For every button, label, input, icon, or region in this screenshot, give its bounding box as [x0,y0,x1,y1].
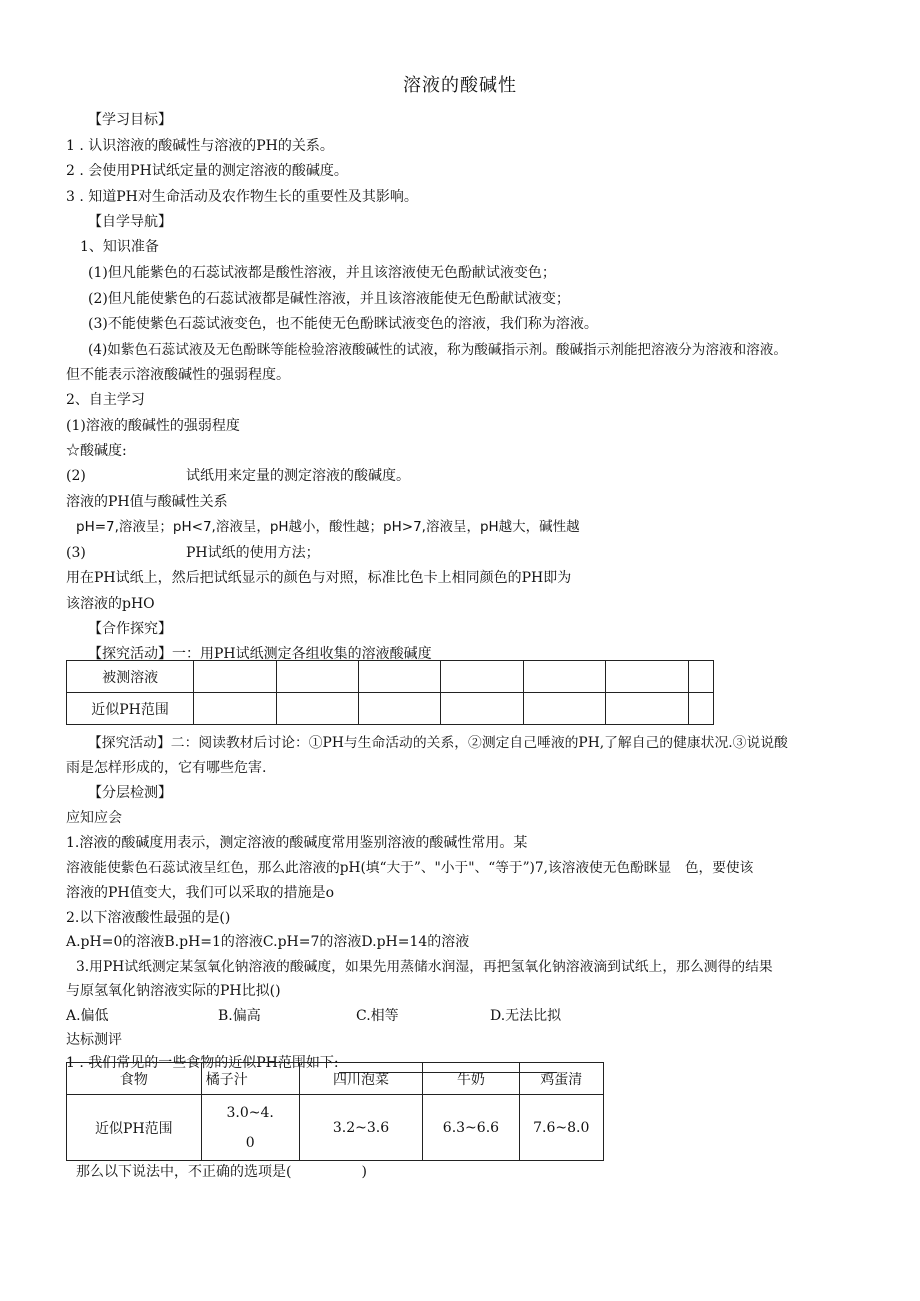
prep-item-3: (3)不能使紫色石蕊试液变色，也不能使无色酚眯试液变色的溶液，我们称为溶液。 [88,316,598,332]
ph-paper-usage: 用在PH试纸上，然后把试纸显示的颜色与对照，标准比色卡上相同颜色的PH即为 [66,570,572,586]
study-item-1: (1)溶液的酸碱性的强弱程度 [66,418,240,434]
table-cell [194,693,276,725]
table-cell-line: 3.0~4. [226,1104,274,1121]
table-cell [358,661,440,693]
study-item-3-num: (3) [66,545,86,561]
section-heading-objectives: 【学习目标】 [88,112,172,128]
assessment-heading: 达标测评 [66,1032,122,1048]
table-cell [441,661,523,693]
question-1-cont-2: 溶液的PH值变大，我们可以采取的措施是o [66,885,335,901]
table-header: 橘子汁 [201,1063,299,1095]
question-2: 2.以下溶液酸性最强的是() [66,910,231,926]
question-3-option-c: C.相等 [356,1008,399,1024]
table-row-label: 近似PH范围 [67,693,194,725]
ph-paper-usage-cont: 该溶液的pHO [66,596,155,612]
table-cell [688,661,714,693]
objective-2: 2 . 会使用PH试纸定量的测定溶液的酸碱度。 [66,163,348,179]
table-header: 牛奶 [423,1063,519,1095]
table-cell-line: 0 [245,1134,255,1151]
section-heading-cooperation: 【合作探究】 [88,621,172,637]
section-heading-self-study: 【自学导航】 [88,214,172,230]
final-question: 那么以下说法中，不正确的选项是( ) [76,1164,367,1180]
question-3-option-d: D.无法比拟 [490,1008,562,1024]
activity-2-heading: 【探究活动】二：阅读教材后讨论：①PH与生命活动的关系，②测定自己唾液的PH,了解自己的健康状况.③说说酸 [88,735,788,751]
question-3-cont: 与原氢氧化钠溶液实际的PH比拟() [66,983,281,999]
study-item-2-text: 试纸用来定量的测定溶液的酸碱度。 [186,468,410,484]
prep-item-4-cont: 但不能表示溶液酸碱性的强弱程度。 [66,367,290,383]
food-ph-table [66,1062,604,1161]
prep-item-1: (1)但凡能紫色的石蕊试液都是酸性溶液，并且该溶液使无色酚献试液变色； [88,265,556,281]
question-1: 1.溶液的酸碱度用表示，测定溶液的酸碱度常用鉴别溶液的酸碱性常用。某 [66,835,528,851]
prep-item-2: (2)但凡能使紫色的石蕊试液都是碱性溶液，并且该溶液能使无色酚献试液变； [88,291,570,307]
study-item-3-text: PH试纸的使用方法； [186,545,320,561]
table-cell [523,661,605,693]
activity-1-table [66,660,714,725]
table-cell [606,661,688,693]
objective-3: 3 . 知道PH对生命活动及农作物生长的重要性及其影响。 [66,189,418,205]
activity-1-heading: 【探究活动】一：用PH试纸测定各组收集的溶液酸碱度 [88,646,432,662]
table-cell [276,661,358,693]
table-header: 四川泡菜 [299,1063,423,1095]
table-cell [358,693,440,725]
question-3-option-b: B.偏高 [218,1008,261,1024]
basic-level-heading: 应知应会 [66,810,122,826]
question-3-option-a: A.偏低 [66,1008,109,1024]
assessment-question-1-text: 1 . 我们常见的一些食物的近似PH范围如下: [66,1055,339,1071]
page-title: 溶液的酸碱性 [403,75,517,96]
table-cell [276,693,358,725]
knowledge-prep-heading: 1、知识准备 [80,239,159,255]
table-cell: 7.6~8.0 [519,1095,603,1161]
table-header: 鸡蛋清 [519,1063,603,1095]
table-cell [441,693,523,725]
table-cell [523,693,605,725]
table-cell [201,1095,299,1161]
table-header: 食物 [67,1063,202,1095]
table-cell: 3.2~3.6 [299,1095,423,1161]
table-cell [194,661,276,693]
acidity-label: ☆酸碱度: [66,443,127,459]
question-2-options: A.pH=0的溶液B.pH=1的溶液C.pH=7的溶液D.pH=14的溶液 [66,934,470,950]
table-row-label: 近似PH范围 [67,1095,202,1161]
table-cell [688,693,714,725]
ph-relation-text: pH=7,溶液呈；pH<7,溶液呈，pH越小，酸性越；pH>7,溶液呈，pH越大，碱性越 [76,519,580,535]
prep-item-4: (4)如紫色石蕊试液及无色酚眯等能检验溶液酸碱性的试液，称为酸碱指示剂。酸碱指示剂能把溶液分为溶液和溶液。 [88,342,787,358]
question-3: 3.用PH试纸测定某氢氧化钠溶液的酸碱度，如果先用蒸储水润湿，再把氢氧化钠溶液滴到试纸上，那么测得的结果 [76,959,773,975]
self-learning-heading: 2、自主学习 [66,392,145,408]
study-item-2-num: (2) [66,468,86,484]
activity-2-cont: 雨是怎样形成的，它有哪些危害. [66,760,267,776]
question-1-cont: 溶液能使紫色石蕊试液呈红色，那么此溶液的pH(填“大于”、"小于"、“等于”)7,该溶液使无色酚眯显 色，要使该 [66,860,754,876]
table-cell: 6.3~6.6 [423,1095,519,1161]
objective-1: 1 . 认识溶液的酸碱性与溶液的PH的关系。 [66,138,334,154]
table-cell [606,693,688,725]
section-heading-tiered-test: 【分层检测】 [88,785,172,801]
table-row-label: 被测溶液 [67,661,194,693]
ph-relation-heading: 溶液的PH值与酸碱性关系 [66,494,228,510]
